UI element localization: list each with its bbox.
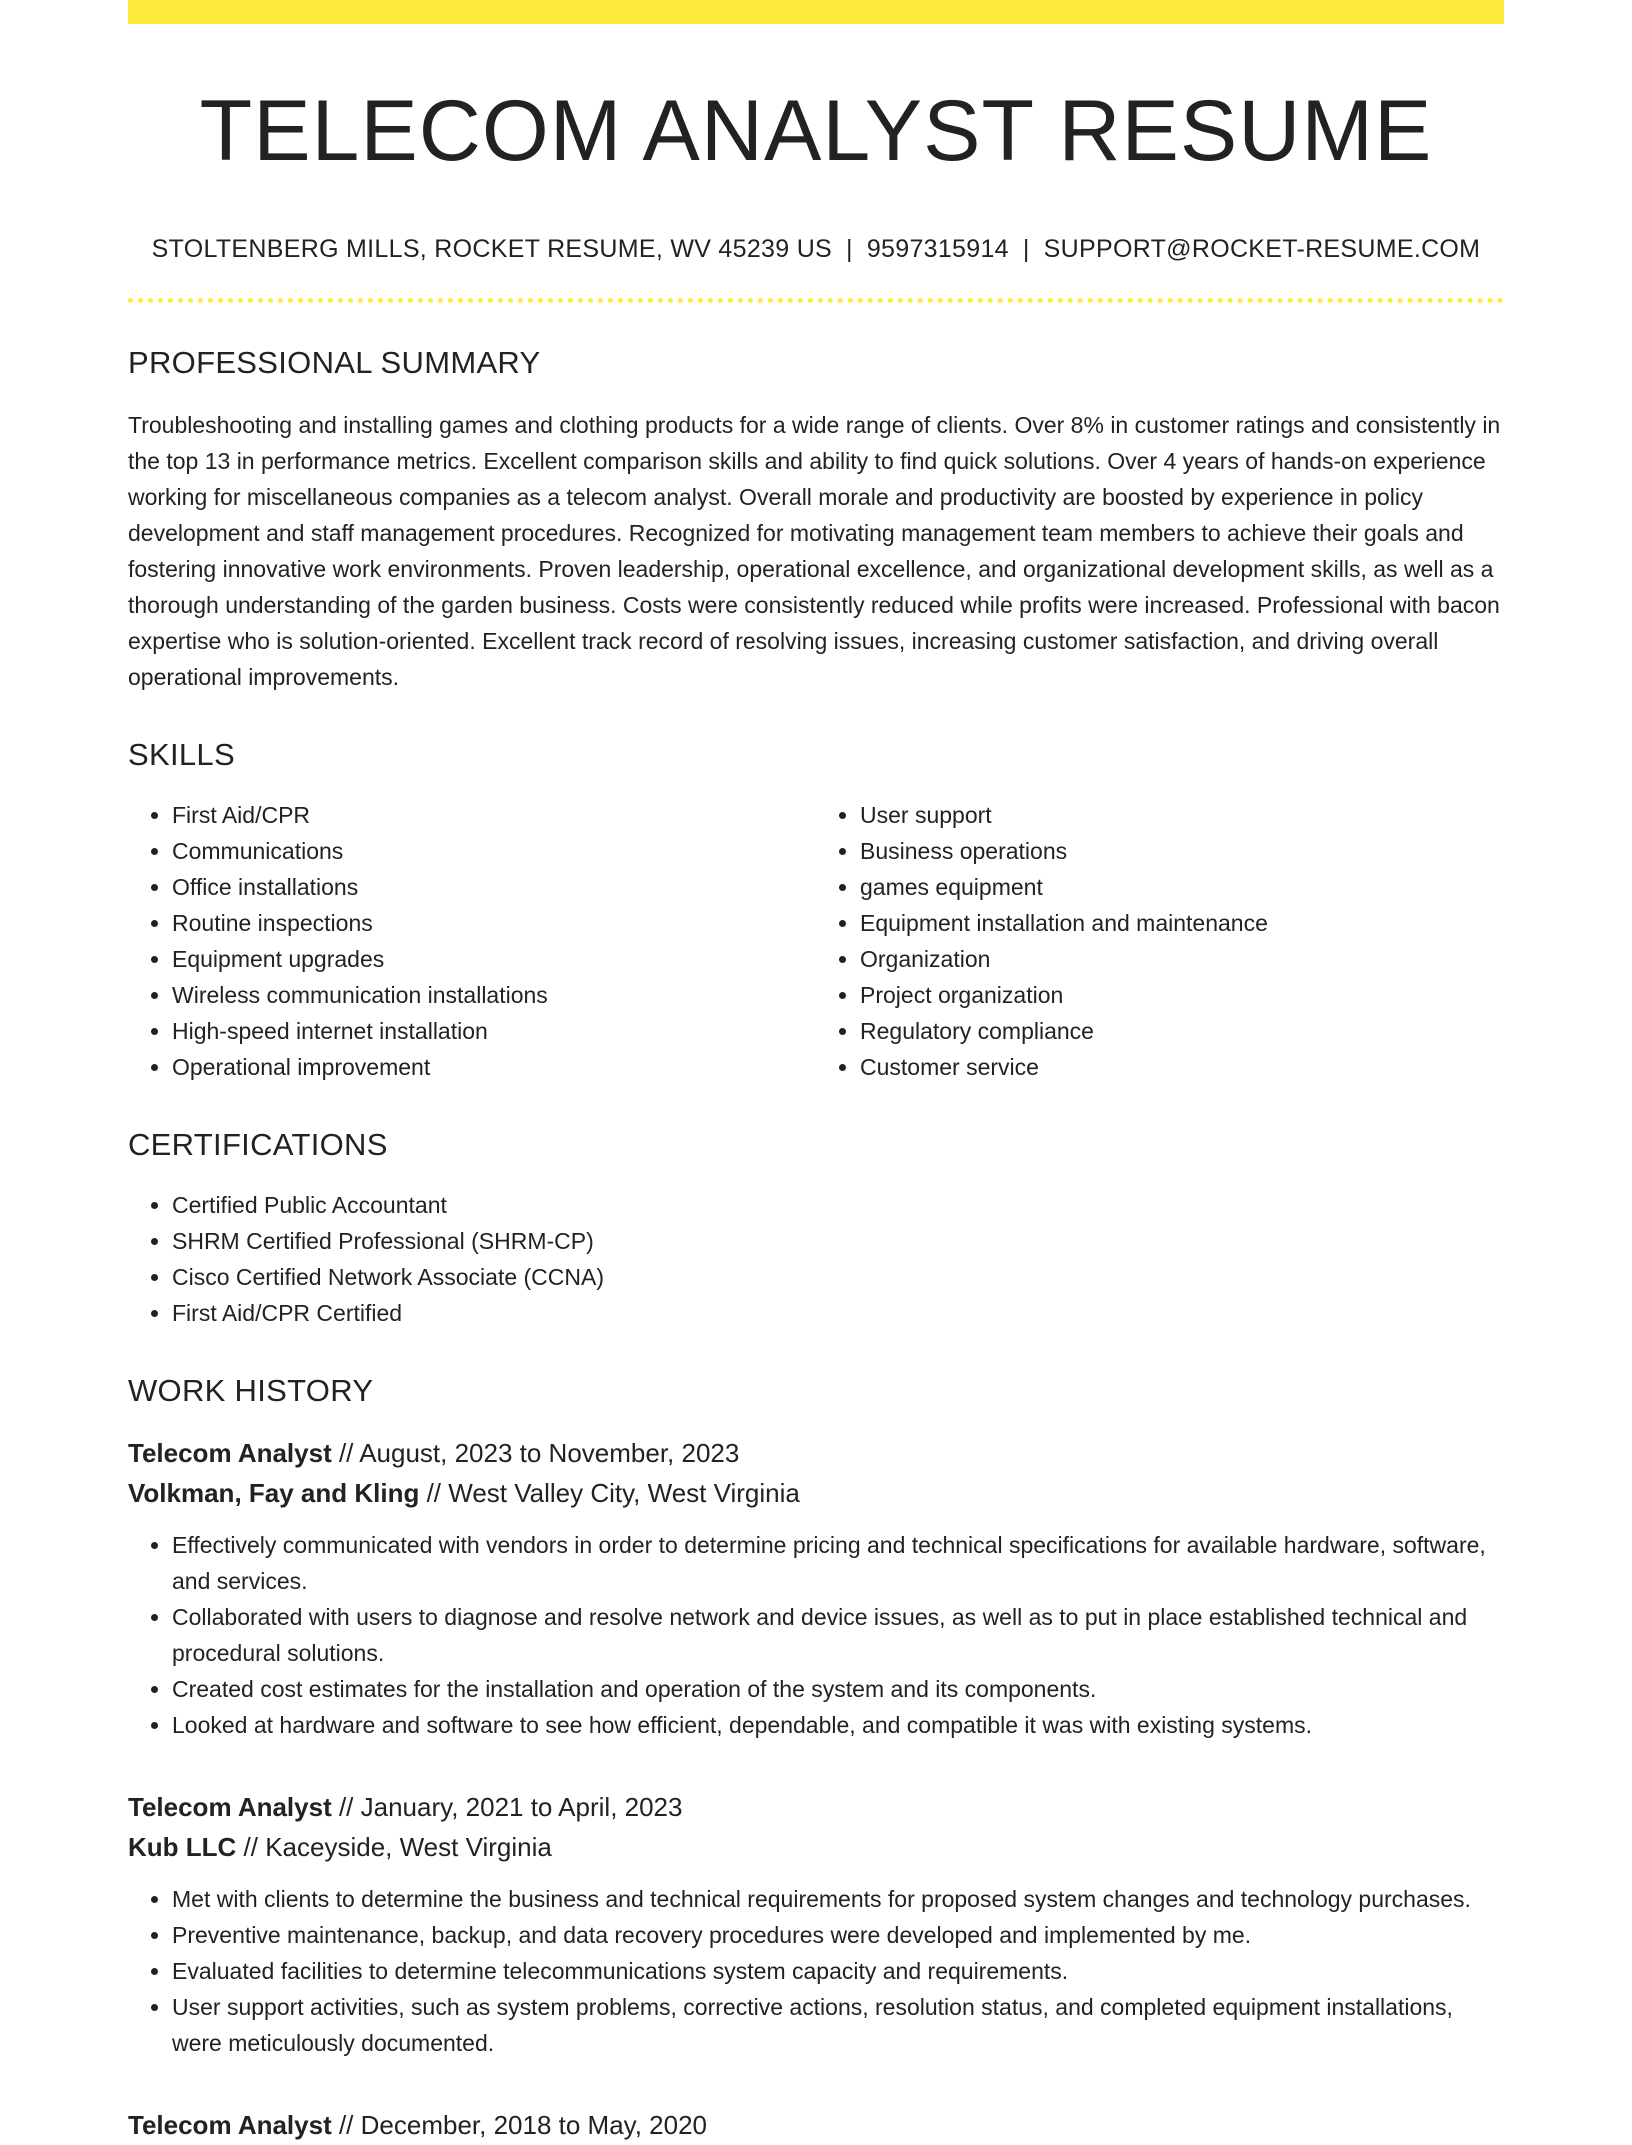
skills-list-left <box>128 797 816 1085</box>
skill-item: • Routine inspections <box>172 905 816 941</box>
job-dates: // January, 2021 to April, 2023 <box>331 1791 683 1822</box>
contact-separator: | <box>846 234 853 263</box>
skill-item: • User support <box>860 797 1504 833</box>
job-location: // West Valley City, West Virginia <box>419 1477 800 1508</box>
job-bullet: • Created cost estimates for the installation and operation of the system and its components. <box>172 1671 1504 1707</box>
certification-item: • Cisco Certified Network Associate (CCNA) <box>172 1259 1504 1295</box>
summary-section <box>128 345 1504 695</box>
work-history-section <box>128 1373 1504 2145</box>
top-accent-bar <box>128 0 1504 24</box>
job-location: // Kaceyside, West Virginia <box>236 1831 552 1862</box>
job-entry <box>128 1787 1504 2061</box>
job-bullet: • Looked at hardware and software to see how efficient, dependable, and compatible it was with existing systems. <box>172 1707 1504 1743</box>
job-dates: // August, 2023 to November, 2023 <box>331 1437 740 1468</box>
certification-item: • Certified Public Accountant <box>172 1187 1504 1223</box>
skill-item: • Business operations <box>860 833 1504 869</box>
job-bullet: • Evaluated facilities to determine telecommunications system capacity and requirements. <box>172 1953 1504 1989</box>
skill-item: • Equipment upgrades <box>172 941 816 977</box>
job-title-line <box>128 2105 1504 2145</box>
contact-separator: | <box>1022 234 1030 263</box>
summary-text: Troubleshooting and installing games and clothing products for a wide range of clients. Over 8% in customer ratings and consistently in the top 13 in performance metrics. Excellent comparison skills and ability to find quick solutions. Over 4 years of hands-on experience working for miscellaneous companies as a telecom analyst. Overall morale and productivity are boosted by experience in policy development and staff management procedures. Recognized for motivating management team members to achieve their goals and fostering innovative work environments. Proven leadership, operational excellence, and organizational development skills, as well as a thorough understanding of the garden business. Costs were consistently reduced while profits were increased. Professional with bacon expertise who is solution-oriented. Excellent track record of resolving issues, increasing customer satisfaction, and driving overall operational improvements. <box>128 411 1501 690</box>
job-company-line <box>128 1473 1504 1513</box>
skill-item: • Operational improvement <box>172 1049 816 1085</box>
job-title: Telecom Analyst <box>128 2109 332 2140</box>
job-title: Telecom Analyst <box>128 1437 332 1468</box>
resume-page <box>128 0 1504 2145</box>
skill-item: • Regulatory compliance <box>860 1013 1504 1049</box>
job-entry <box>128 2105 1504 2145</box>
certification-item: • SHRM Certified Professional (SHRM-CP) <box>172 1223 1504 1259</box>
certifications-section <box>128 1127 1504 1331</box>
job-dates: // December, 2018 to May, 2020 <box>331 2109 708 2140</box>
resume-title: TELECOM ANALYST RESUME <box>199 83 1433 179</box>
certifications-list <box>128 1187 1504 1331</box>
job-bullets <box>128 1881 1504 2061</box>
job-entry <box>128 1433 1504 1743</box>
certification-item: • First Aid/CPR Certified <box>172 1295 1504 1331</box>
skill-item: • Organization <box>860 941 1504 977</box>
job-bullet: • Met with clients to determine the business and technical requirements for proposed system changes and technology purchases. <box>172 1881 1504 1917</box>
skill-item: • High-speed internet installation <box>172 1013 816 1049</box>
skill-item: • Equipment installation and maintenance <box>860 905 1504 941</box>
job-bullet: • Collaborated with users to diagnose and resolve network and device issues, as well as to put in place established technical and procedural solutions. <box>172 1599 1504 1671</box>
job-bullet: • Preventive maintenance, backup, and data recovery procedures were developed and implemented by me. <box>172 1917 1504 1953</box>
skills-columns <box>128 797 1504 1085</box>
skill-item: • First Aid/CPR <box>172 797 816 833</box>
contact-line <box>128 235 1504 264</box>
job-company: Kub LLC <box>128 1831 237 1862</box>
job-bullet: • Effectively communicated with vendors in order to determine pricing and technical specifications for available hardware, software, and services. <box>172 1527 1504 1599</box>
work-history-heading: WORK HISTORY <box>128 1372 374 1408</box>
certifications-heading: CERTIFICATIONS <box>128 1126 388 1162</box>
skills-section <box>128 737 1504 1085</box>
summary-heading: PROFESSIONAL SUMMARY <box>128 344 541 380</box>
skills-list-right <box>816 797 1504 1085</box>
contact-email: SUPPORT@ROCKET-RESUME.COM <box>1043 234 1481 263</box>
dotted-divider <box>128 298 1504 303</box>
skill-item: • Communications <box>172 833 816 869</box>
skill-item: • Wireless communication installations <box>172 977 816 1013</box>
job-company: Volkman, Fay and Kling <box>128 1477 420 1508</box>
job-title-line <box>128 1433 1504 1473</box>
contact-address: STOLTENBERG MILLS, ROCKET RESUME, WV 45239 US <box>151 234 833 263</box>
skill-item: • Project organization <box>860 977 1504 1013</box>
job-bullets <box>128 1527 1504 1743</box>
skill-item: • Customer service <box>860 1049 1504 1085</box>
job-title: Telecom Analyst <box>128 1791 332 1822</box>
contact-phone: 9597315914 <box>866 234 1009 263</box>
skill-item: • Office installations <box>172 869 816 905</box>
job-company-line <box>128 1827 1504 1867</box>
skills-heading: SKILLS <box>128 736 235 772</box>
job-title-line <box>128 1787 1504 1827</box>
job-bullet: • User support activities, such as system problems, corrective actions, resolution status, and completed equipment installations, were meticulously documented. <box>172 1989 1504 2061</box>
skill-item: • games equipment <box>860 869 1504 905</box>
